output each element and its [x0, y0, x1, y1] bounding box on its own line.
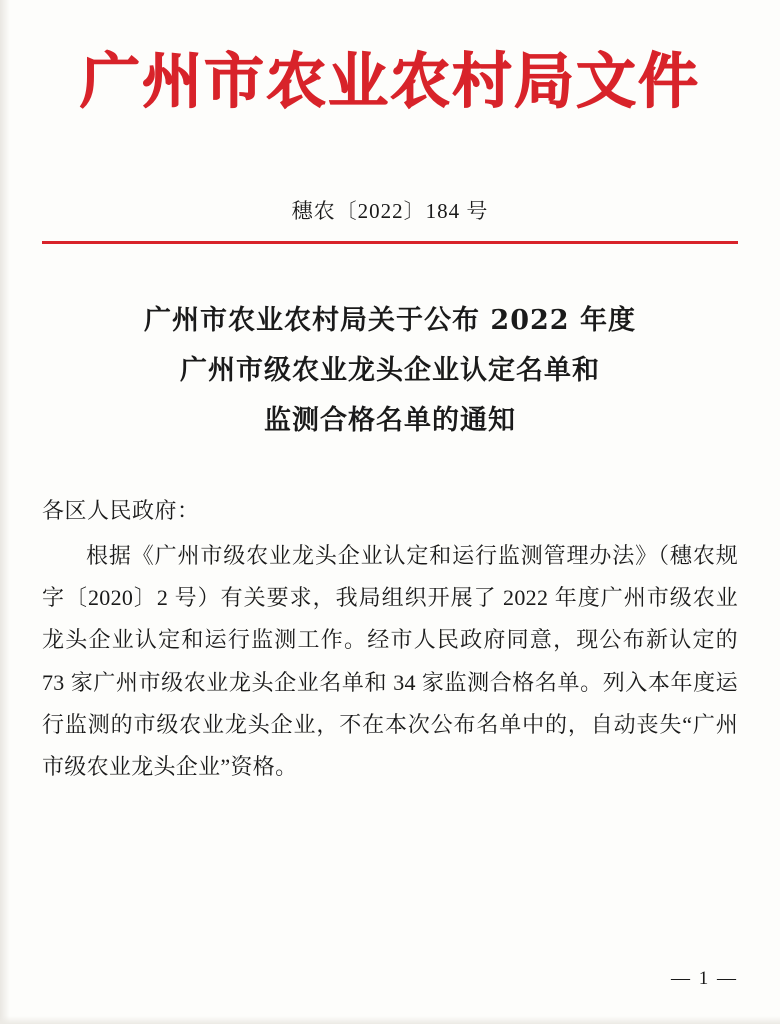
- body-paragraph: 根据《广州市级农业龙头企业认定和运行监测管理办法》（穗农规字〔2020〕2 号）有关要求，我局组织开展了 2022 年度广州市级农业龙头企业认定和运行监测工作。经市人民政府同意，现公布新认定的 73 家广州市级农业龙头企业名单和 34 家监测合格名单。列入本年度运行监测的市级农业龙头企业，不在本次公布名单中的，自动丧失“广州市级农业龙头企业”资格。: [42, 542, 738, 779]
- document-title-line-2: 广州市级农业龙头企业认定名单和: [180, 354, 600, 386]
- masthead-title: 广州市农业农村局文件: [80, 47, 700, 117]
- scan-edge-left: [0, 0, 10, 1024]
- document-title: [42, 296, 738, 446]
- salutation: 各区人民政府：: [42, 497, 200, 523]
- document-number: 穗农〔2022〕184 号: [291, 199, 489, 223]
- scan-edge-bottom: [0, 1016, 780, 1024]
- document-title-line-1: 广州市农业农村局关于公布 2022 年度: [144, 305, 636, 336]
- masthead: [42, 0, 738, 117]
- page-number-marker: — 1 —: [671, 968, 738, 989]
- red-divider-rule: [42, 241, 738, 244]
- document-title-line-3: 监测合格名单的通知: [264, 404, 516, 436]
